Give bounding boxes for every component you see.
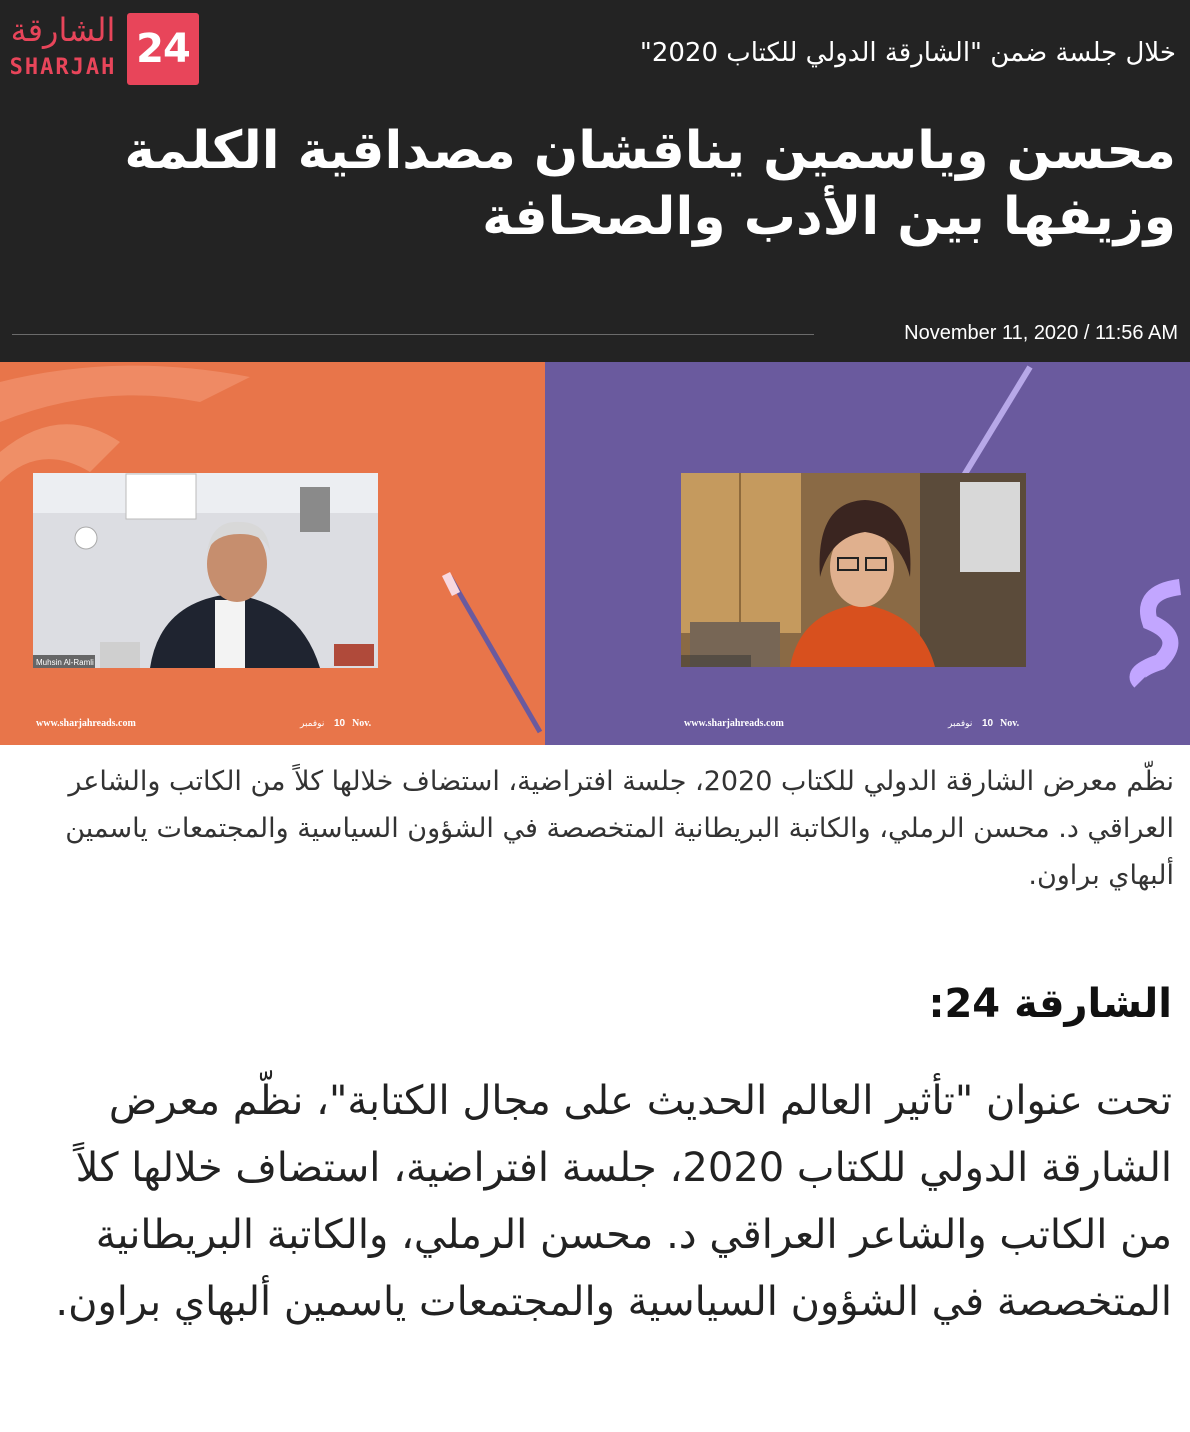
left-site-url: www.sharjahreads.com — [36, 718, 136, 729]
right-date-day: 10 — [982, 718, 994, 729]
article-datetime: November 11, 2020 / 11:56 AM — [904, 322, 1178, 344]
right-date-en: Nov. — [1000, 718, 1020, 729]
header-divider — [12, 334, 814, 335]
video-call-screenshot — [0, 362, 1190, 745]
logo-badge[interactable]: 24 — [127, 13, 199, 85]
right-date-ar: نوفمبر — [948, 719, 973, 729]
article-photo — [0, 362, 1190, 745]
article-dateline: الشارقة 24: — [928, 981, 1172, 1027]
logo-arabic-text[interactable]: الشارقة — [10, 11, 116, 49]
logo-english-text[interactable]: SHARJAH — [9, 55, 117, 80]
left-date-day: 10 — [334, 718, 346, 729]
right-site-url: www.sharjahreads.com — [684, 718, 784, 729]
left-date-ar: نوفمبر — [300, 719, 325, 729]
photo-caption: نظّم معرض الشارقة الدولي للكتاب 2020، جلسة افتراضية، استضاف خلالها كلاً من الكاتب والشاعر العراقي د. محسن الرملي، والكاتبة البريطانية المتخصصة في الشؤون السياسية والمجتمعات ياسمين ألبهاي براون. — [65, 766, 1174, 891]
article-body: تحت عنوان "تأثير العالم الحديث على مجال الكتابة"، نظّم معرض الشارقة الدولي للكتاب 2020، جلسة افتراضية، استضاف خلالها كلاً من الكاتب والشاعر العراقي د. محسن الرملي، والكاتبة البريطانية المتخصصة في الشؤون السياسية والمجتمعات ياسمين ألبهاي براون. — [55, 1078, 1172, 1325]
article-header — [0, 0, 1190, 362]
article-headline: محسن وياسمين يناقشان مصداقية الكلمة وزيفها بين الأدب والصحافة — [124, 121, 1176, 247]
speaker-name-label: Muhsin Al-Ramli — [36, 658, 94, 667]
left-date-en: Nov. — [352, 718, 372, 729]
article-kicker: خلال جلسة ضمن "الشارقة الدولي للكتاب 2020" — [639, 38, 1176, 68]
